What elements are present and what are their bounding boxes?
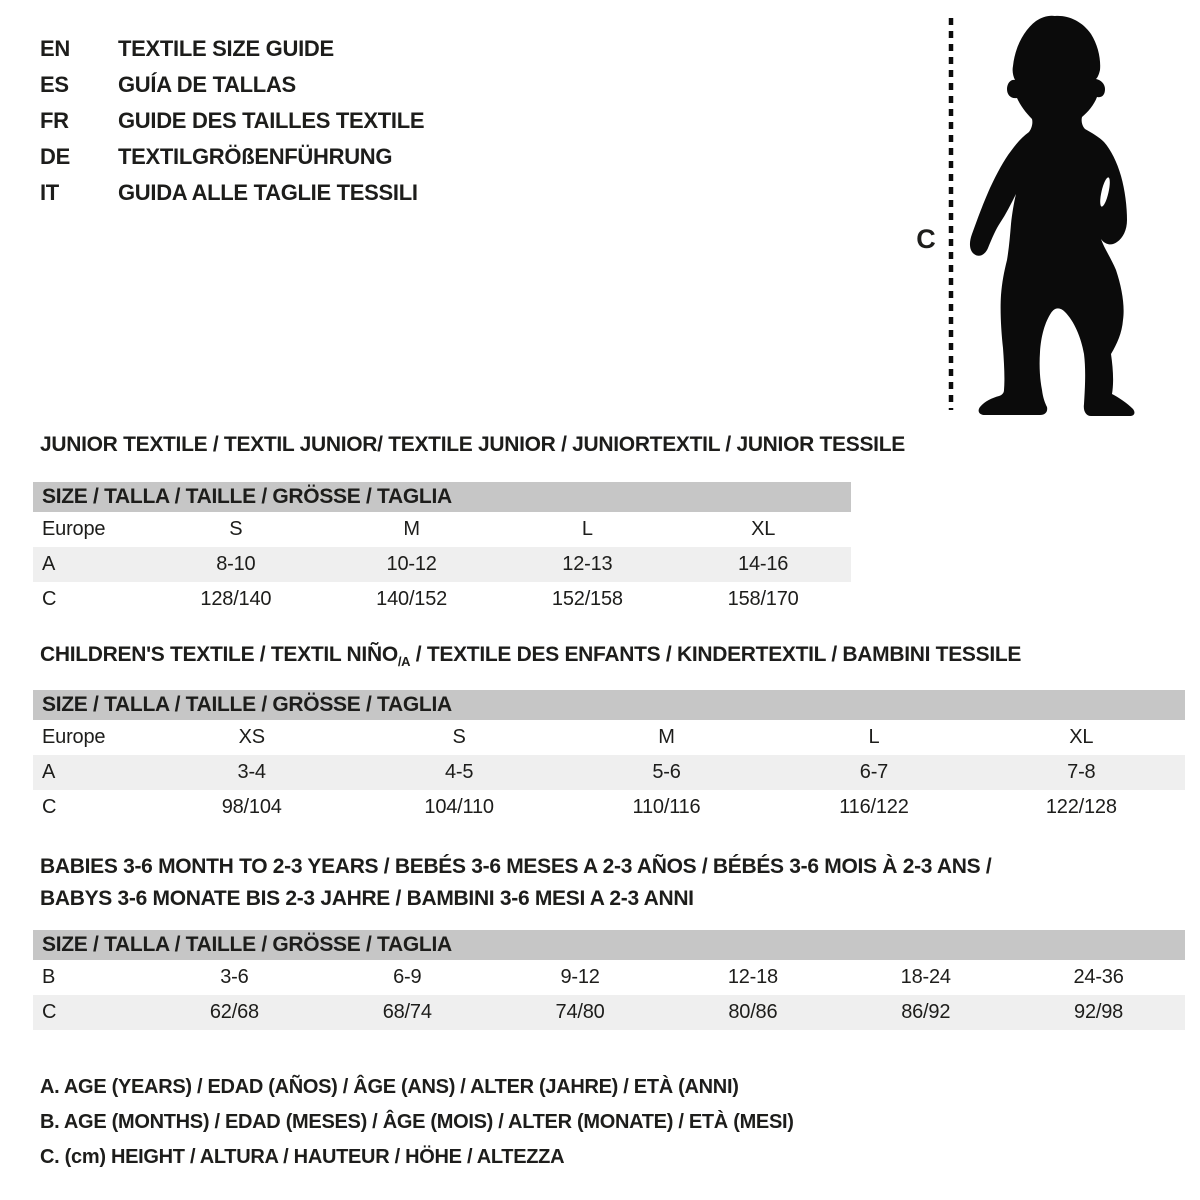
toddler-silhouette-icon: [903, 8, 1160, 420]
language-row-de: [40, 139, 424, 175]
row-label: Europe: [42, 518, 106, 540]
legend-line-c: C. (cm) HEIGHT / ALTURA / HAUTEUR / HÖHE / ALTEZZA: [40, 1146, 565, 1168]
language-code: DE: [40, 144, 70, 169]
children-size-table: [33, 690, 1185, 825]
months-value: 6-9: [393, 966, 422, 988]
row-label: C: [42, 796, 57, 818]
height-value: 86/92: [901, 1001, 951, 1023]
row-label: A: [42, 553, 56, 575]
height-value: 110/116: [632, 796, 701, 818]
height-value: 74/80: [555, 1001, 605, 1023]
age-value: 3-4: [237, 761, 266, 783]
row-label: B: [42, 966, 56, 988]
age-value: 6-7: [859, 761, 889, 783]
months-value: 3-6: [220, 966, 249, 988]
table-row-europe: [33, 720, 1185, 755]
age-value: 4-5: [444, 761, 474, 783]
size-col-header: M: [658, 726, 675, 748]
height-value: 122/128: [1045, 796, 1117, 818]
row-label: A: [42, 761, 56, 783]
guide-title: TEXTILE SIZE GUIDE: [118, 36, 334, 61]
age-value: 7-8: [1067, 761, 1096, 783]
language-row-it: [40, 175, 424, 211]
height-value: 80/86: [728, 1001, 778, 1023]
height-value: 128/140: [200, 588, 272, 610]
height-value: 104/110: [424, 796, 494, 818]
months-value: 9-12: [560, 966, 600, 988]
months-value: 12-18: [727, 966, 778, 988]
guide-title: GUIDA ALLE TAGLIE TESSILI: [118, 180, 418, 205]
height-value: 62/68: [209, 1001, 259, 1023]
age-value: 14-16: [738, 553, 789, 575]
size-col-header: L: [581, 518, 593, 540]
height-value: 140/152: [376, 588, 448, 610]
table-row-months: [33, 960, 1185, 995]
table-row-height: [33, 790, 1185, 825]
height-value: 116/122: [839, 796, 909, 818]
row-label: Europe: [42, 726, 106, 748]
height-value: 68/74: [382, 1001, 432, 1023]
junior-section-title: JUNIOR TEXTILE / TEXTIL JUNIOR/ TEXTILE JUNIOR / JUNIORTEXTIL / JUNIOR TESSILE: [40, 433, 905, 456]
legend-line-b: B. AGE (MONTHS) / EDAD (MESES) / ÂGE (MOIS) / ALTER (MONATE) / ETÀ (MESI): [40, 1111, 794, 1133]
table-row-age: [33, 755, 1185, 790]
babies-title-line1: BABIES 3-6 MONTH TO 2-3 YEARS / BEBÉS 3-6 MESES A 2-3 AÑOS / BÉBÉS 3-6 MOIS À 2-3 ANS /: [40, 855, 992, 878]
language-header: [40, 31, 424, 211]
guide-title: TEXTILGRÖßENFÜHRUNG: [118, 144, 393, 169]
age-value: 12-13: [562, 553, 613, 575]
language-code: IT: [40, 180, 59, 205]
height-value: 98/104: [221, 796, 282, 818]
size-col-header: S: [229, 518, 243, 540]
babies-section-title: [40, 851, 991, 915]
children-title-prefix: CHILDREN'S TEXTILE / TEXTIL NIÑO: [40, 643, 398, 666]
guide-title: GUÍA DE TALLAS: [118, 72, 296, 97]
height-value: 92/98: [1074, 1001, 1124, 1023]
table-row-height: [33, 995, 1185, 1030]
height-measure-label: C: [916, 224, 936, 254]
language-row-en: [40, 31, 424, 67]
size-col-header: L: [868, 726, 880, 748]
table-row-height: [33, 582, 851, 617]
size-header-bar: SIZE / TALLA / TAILLE / GRÖSSE / TAGLIA: [33, 930, 1185, 960]
language-row-es: [40, 67, 424, 103]
table-row-europe: [33, 512, 851, 547]
months-value: 18-24: [900, 966, 951, 988]
guide-title: GUIDE DES TAILLES TEXTILE: [118, 108, 425, 133]
size-header-bar: SIZE / TALLA / TAILLE / GRÖSSE / TAGLIA: [33, 482, 851, 512]
language-code: ES: [40, 72, 69, 97]
age-value: 8-10: [216, 553, 256, 575]
size-col-header: M: [403, 518, 420, 540]
language-row-fr: [40, 103, 424, 139]
size-col-header: XL: [751, 518, 776, 540]
table-row-age: [33, 547, 851, 582]
height-value: 158/170: [727, 588, 799, 610]
language-code: FR: [40, 108, 69, 133]
legend-notes: [40, 1070, 794, 1175]
size-col-header: S: [452, 726, 466, 748]
babies-size-table: [33, 930, 1185, 1030]
children-title-suffix: / TEXTILE DES ENFANTS / KINDERTEXTIL / BAMBINI TESSILE: [410, 643, 1022, 666]
children-title-subscript: /A: [397, 654, 411, 669]
age-value: 5-6: [652, 761, 681, 783]
months-value: 24-36: [1073, 966, 1124, 988]
row-label: C: [42, 1001, 57, 1023]
legend-line-a: A. AGE (YEARS) / EDAD (AÑOS) / ÂGE (ANS) / ALTER (JAHRE) / ETÀ (ANNI): [40, 1076, 739, 1098]
babies-title-line2: BABYS 3-6 MONATE BIS 2-3 JAHRE / BAMBINI 3-6 MESI A 2-3 ANNI: [40, 887, 694, 910]
age-value: 10-12: [386, 553, 437, 575]
height-value: 152/158: [551, 588, 623, 610]
language-code: EN: [40, 36, 70, 61]
children-section-title: [40, 643, 1021, 669]
junior-size-table: [33, 482, 851, 617]
toddler-body: [970, 16, 1134, 416]
row-label: C: [42, 588, 57, 610]
size-col-header: XL: [1069, 726, 1094, 748]
size-header-bar: SIZE / TALLA / TAILLE / GRÖSSE / TAGLIA: [33, 690, 1185, 720]
height-measure-figure: [903, 8, 1160, 420]
size-col-header: XS: [238, 726, 265, 748]
